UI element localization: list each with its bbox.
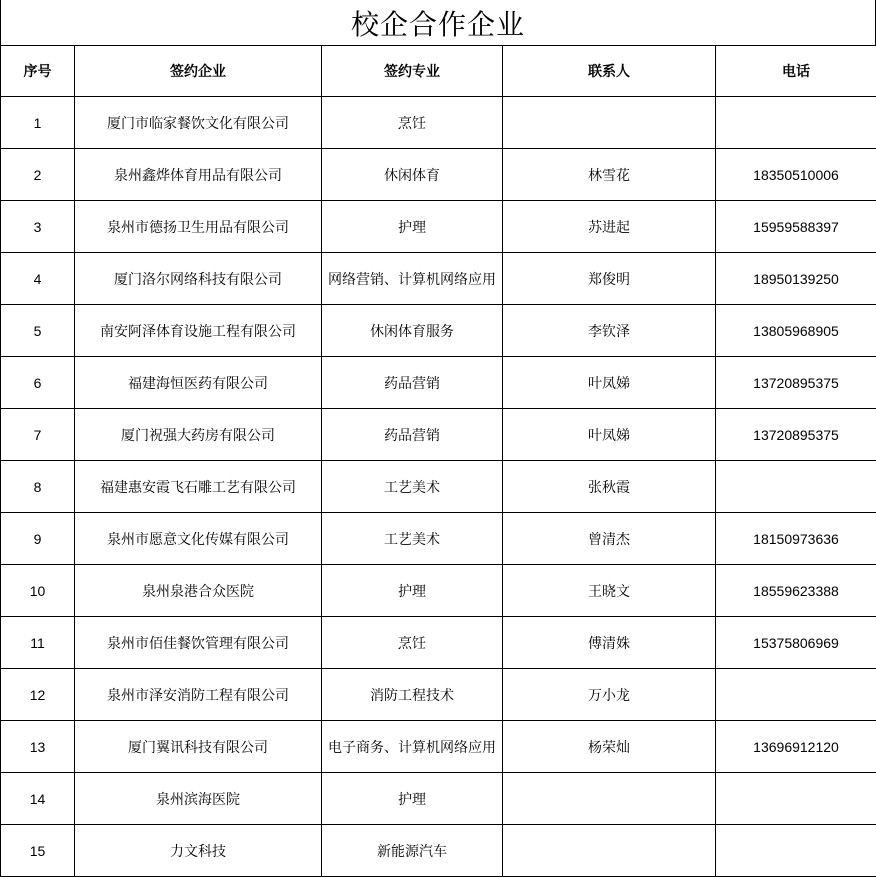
table-row [1, 825, 876, 877]
cell-phone[interactable]: 18150973636 [716, 513, 876, 565]
cell-contact[interactable] [503, 825, 716, 877]
cell-contact[interactable]: 苏进起 [503, 201, 716, 253]
cell-contact[interactable]: 郑俊明 [503, 253, 716, 305]
cell-major[interactable]: 消防工程技术 [322, 669, 503, 721]
table-row [1, 773, 876, 825]
cell-no[interactable]: 1 [1, 97, 75, 149]
cell-enterprise[interactable]: 福建惠安霞飞石雕工艺有限公司 [75, 461, 322, 513]
cell-contact[interactable]: 傅清姝 [503, 617, 716, 669]
cell-phone[interactable] [716, 669, 876, 721]
cell-phone[interactable]: 13696912120 [716, 721, 876, 773]
cell-phone[interactable]: 13720895375 [716, 357, 876, 409]
cell-major[interactable]: 休闲体育 [322, 149, 503, 201]
cell-major[interactable]: 烹饪 [322, 617, 503, 669]
cell-phone[interactable] [716, 825, 876, 877]
cell-no[interactable]: 14 [1, 773, 75, 825]
cell-enterprise[interactable]: 厦门洛尔网络科技有限公司 [75, 253, 322, 305]
table-row [1, 253, 876, 305]
cell-major[interactable]: 护理 [322, 201, 503, 253]
cell-phone[interactable]: 15375806969 [716, 617, 876, 669]
cell-enterprise[interactable]: 泉州滨海医院 [75, 773, 322, 825]
cell-major[interactable]: 药品营销 [322, 357, 503, 409]
header-major[interactable]: 签约专业 [322, 46, 503, 97]
cell-contact[interactable] [503, 97, 716, 149]
header-enterprise[interactable]: 签约企业 [75, 46, 322, 97]
table-row [1, 357, 876, 409]
cell-major[interactable]: 烹饪 [322, 97, 503, 149]
cell-major[interactable]: 护理 [322, 773, 503, 825]
cell-enterprise[interactable]: 福建海恒医药有限公司 [75, 357, 322, 409]
cell-enterprise[interactable]: 泉州市泽安消防工程有限公司 [75, 669, 322, 721]
header-row [1, 46, 876, 97]
cell-phone[interactable]: 13805968905 [716, 305, 876, 357]
sheet-title: 校企合作企业 [0, 0, 876, 45]
table-row [1, 721, 876, 773]
cell-enterprise[interactable]: 厦门翼讯科技有限公司 [75, 721, 322, 773]
cell-major[interactable]: 休闲体育服务 [322, 305, 503, 357]
cell-enterprise[interactable]: 泉州市愿意文化传媒有限公司 [75, 513, 322, 565]
table-row [1, 201, 876, 253]
cell-no[interactable]: 6 [1, 357, 75, 409]
cell-contact[interactable]: 王晓文 [503, 565, 716, 617]
table-row [1, 669, 876, 721]
cell-enterprise[interactable]: 力文科技 [75, 825, 322, 877]
cell-phone[interactable]: 18350510006 [716, 149, 876, 201]
table-row [1, 97, 876, 149]
cell-no[interactable]: 12 [1, 669, 75, 721]
cell-enterprise[interactable]: 泉州泉港合众医院 [75, 565, 322, 617]
cell-major[interactable]: 药品营销 [322, 409, 503, 461]
cell-contact[interactable]: 李钦泽 [503, 305, 716, 357]
cell-enterprise[interactable]: 泉州市佰佳餐饮管理有限公司 [75, 617, 322, 669]
header-no[interactable]: 序号 [1, 46, 75, 97]
table-body [1, 97, 876, 877]
cell-contact[interactable]: 杨荣灿 [503, 721, 716, 773]
table-row [1, 149, 876, 201]
cell-phone[interactable] [716, 773, 876, 825]
cell-no[interactable]: 7 [1, 409, 75, 461]
cell-enterprise[interactable]: 厦门市临家餐饮文化有限公司 [75, 97, 322, 149]
cell-major[interactable]: 电子商务、计算机网络应用 [322, 721, 503, 773]
header-phone[interactable]: 电话 [716, 46, 876, 97]
cell-contact[interactable]: 叶凤娣 [503, 409, 716, 461]
cell-phone[interactable]: 15959588397 [716, 201, 876, 253]
cell-major[interactable]: 工艺美术 [322, 513, 503, 565]
cell-phone[interactable] [716, 461, 876, 513]
cell-enterprise[interactable]: 泉州市德扬卫生用品有限公司 [75, 201, 322, 253]
cell-contact[interactable]: 曾清杰 [503, 513, 716, 565]
cell-no[interactable]: 4 [1, 253, 75, 305]
cell-no[interactable]: 8 [1, 461, 75, 513]
cell-contact[interactable]: 张秋霞 [503, 461, 716, 513]
cell-major[interactable]: 网络营销、计算机网络应用 [322, 253, 503, 305]
cell-contact[interactable]: 叶凤娣 [503, 357, 716, 409]
cell-no[interactable]: 13 [1, 721, 75, 773]
table-row [1, 565, 876, 617]
table-row [1, 409, 876, 461]
cell-no[interactable]: 5 [1, 305, 75, 357]
cell-no[interactable]: 2 [1, 149, 75, 201]
cell-contact[interactable] [503, 773, 716, 825]
table-row [1, 513, 876, 565]
cell-enterprise[interactable]: 泉州鑫烨体育用品有限公司 [75, 149, 322, 201]
table-row [1, 305, 876, 357]
table-row [1, 617, 876, 669]
cell-no[interactable]: 11 [1, 617, 75, 669]
header-contact[interactable]: 联系人 [503, 46, 716, 97]
cell-no[interactable]: 3 [1, 201, 75, 253]
table-row [1, 461, 876, 513]
cell-no[interactable]: 15 [1, 825, 75, 877]
cell-major[interactable]: 新能源汽车 [322, 825, 503, 877]
enterprise-table [0, 45, 876, 877]
cell-major[interactable]: 护理 [322, 565, 503, 617]
cell-contact[interactable]: 林雪花 [503, 149, 716, 201]
cell-phone[interactable]: 18559623388 [716, 565, 876, 617]
cell-major[interactable]: 工艺美术 [322, 461, 503, 513]
cell-phone[interactable]: 13720895375 [716, 409, 876, 461]
cell-no[interactable]: 9 [1, 513, 75, 565]
cell-contact[interactable]: 万小龙 [503, 669, 716, 721]
cell-phone[interactable]: 18950139250 [716, 253, 876, 305]
cell-enterprise[interactable]: 南安阿泽体育设施工程有限公司 [75, 305, 322, 357]
cell-phone[interactable] [716, 97, 876, 149]
cell-enterprise[interactable]: 厦门祝强大药房有限公司 [75, 409, 322, 461]
cell-no[interactable]: 10 [1, 565, 75, 617]
